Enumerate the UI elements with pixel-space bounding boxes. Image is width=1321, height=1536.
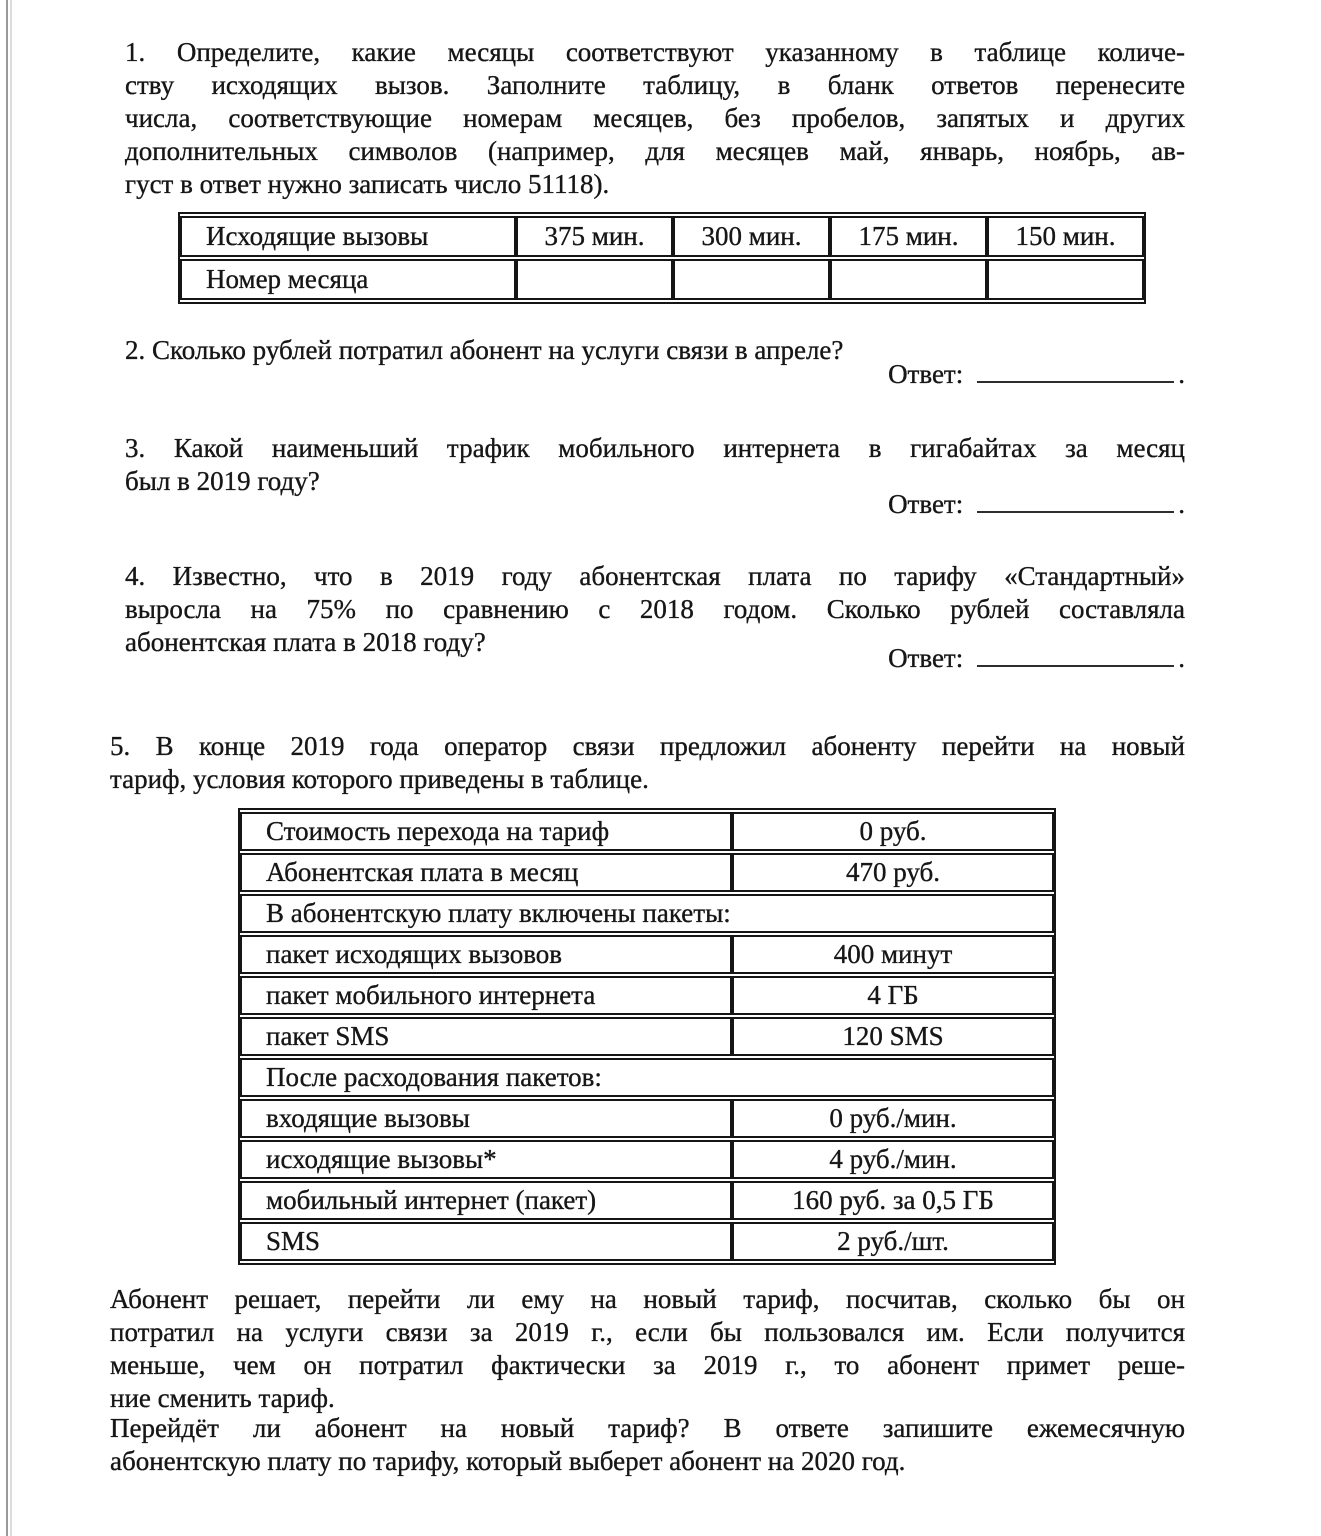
- table-section-cell: В абонентскую плату включены пакеты:: [240, 894, 1054, 933]
- answer-label: Ответ:: [888, 643, 964, 673]
- text-line: 2. Сколько рублей потратил абонент на услуги связи в апреле?: [125, 335, 844, 365]
- answer-period: .: [1178, 489, 1185, 519]
- table-row: [240, 1099, 1054, 1138]
- table-cell: 120 SMS: [732, 1017, 1054, 1056]
- table-section-row: [240, 894, 1054, 933]
- table-cell: 470 руб.: [732, 853, 1054, 892]
- text-line: абонентская плата в 2018 году?: [125, 627, 486, 657]
- table-cell: 300 мин.: [673, 216, 830, 257]
- table-row: [240, 1140, 1054, 1179]
- text-line: Перейдёт ли абонент на новый тариф? В ответе запишите ежемесячную: [110, 1413, 1185, 1443]
- table-cell: пакет SMS: [240, 1017, 732, 1056]
- text-line: 4. Известно, что в 2019 году абонентская плата по тарифу «Стандартный»: [125, 561, 1185, 591]
- table-cell: 375 мин.: [516, 216, 673, 257]
- text-line: потратил на услуги связи за 2019 г., если бы пользовался им. Если получится: [110, 1317, 1185, 1347]
- answer-period: .: [1178, 359, 1185, 389]
- table-cell: 2 руб./шт.: [732, 1222, 1054, 1261]
- table-cell: 175 мин.: [830, 216, 987, 257]
- table-cell: мобильный интернет (пакет): [240, 1181, 732, 1220]
- text-line: абонентскую плату по тарифу, который выберет абонент на 2020 год.: [110, 1446, 906, 1476]
- table-cell: исходящие вызовы*: [240, 1140, 732, 1179]
- text-line: густ в ответ нужно записать число 51118).: [125, 169, 610, 199]
- table-cell: входящие вызовы: [240, 1099, 732, 1138]
- text-line: 3. Какой наименьший трафик мобильного интернета в гигабайтах за месяц: [125, 433, 1185, 463]
- answer-period: .: [1178, 643, 1185, 673]
- table-cell: Исходящие вызовы: [180, 216, 516, 257]
- table-row: [240, 1222, 1054, 1261]
- table-cell: 400 минут: [732, 935, 1054, 974]
- answer-cell-empty: [830, 259, 987, 300]
- text-line: Абонент решает, перейти ли ему на новый тариф, посчитав, сколько бы он: [110, 1284, 1185, 1314]
- table-row: [240, 812, 1054, 851]
- answer-line-q2: [125, 358, 1185, 391]
- page-edge-rule-dark: [6, 0, 8, 1536]
- table-row: [240, 1181, 1054, 1220]
- answer-label: Ответ:: [888, 489, 964, 519]
- text-line: тариф, условия которого приведены в таблице.: [110, 764, 649, 794]
- answer-blank: [977, 491, 1174, 513]
- table-row: [240, 976, 1054, 1015]
- answer-blank: [977, 645, 1174, 667]
- answer-cell-empty: [516, 259, 673, 300]
- table-cell: Стоимость перехода на тариф: [240, 812, 732, 851]
- decision-paragraph: [110, 1283, 1185, 1415]
- text-line: 5. В конце 2019 года оператор связи предложил абоненту перейти на новый: [110, 731, 1185, 761]
- table-cell: 0 руб./мин.: [732, 1099, 1054, 1138]
- tariff-table: [238, 808, 1056, 1265]
- table-cell: 4 руб./мин.: [732, 1140, 1054, 1179]
- table-row: [180, 259, 1144, 300]
- text-line: дополнительных символов (например, для месяцев май, январь, ноябрь, ав-: [125, 136, 1185, 166]
- table-cell: 150 мин.: [987, 216, 1144, 257]
- text-line: ству исходящих вызов. Заполните таблицу, в бланк ответов перенесите: [125, 70, 1185, 100]
- final-question-paragraph: [110, 1412, 1185, 1478]
- answer-cell-empty: [987, 259, 1144, 300]
- answer-line-q4: [125, 642, 1185, 675]
- table-row: [180, 216, 1144, 257]
- table-cell: 4 ГБ: [732, 976, 1054, 1015]
- table-cell: пакет исходящих вызовов: [240, 935, 732, 974]
- text-line: выросла на 75% по сравнению с 2018 годом. Сколько рублей составляла: [125, 594, 1185, 624]
- text-line: ние сменить тариф.: [110, 1383, 335, 1413]
- text-line: меньше, чем он потратил фактически за 2019 г., то абонент примет реше-: [110, 1350, 1185, 1380]
- table-row: [240, 1017, 1054, 1056]
- question-5: [110, 730, 1185, 796]
- table-row: [240, 935, 1054, 974]
- page-edge-rule-light: [10, 0, 12, 1536]
- table-section-row: [240, 1058, 1054, 1097]
- answer-blank: [977, 361, 1174, 383]
- table-cell: 160 руб. за 0,5 ГБ: [732, 1181, 1054, 1220]
- table-cell: пакет мобильного интернета: [240, 976, 732, 1015]
- table-cell: SMS: [240, 1222, 732, 1261]
- table-section-cell: После расходования пакетов:: [240, 1058, 1054, 1097]
- text-line: был в 2019 году?: [125, 466, 320, 496]
- table-row: [240, 853, 1054, 892]
- question-1: [125, 36, 1185, 201]
- answer-cell-empty: [673, 259, 830, 300]
- outgoing-calls-table: [178, 212, 1146, 304]
- answer-label: Ответ:: [888, 359, 964, 389]
- table-cell: Абонентская плата в месяц: [240, 853, 732, 892]
- text-line: 1. Определите, какие месяцы соответствуют указанному в таблице количе-: [125, 37, 1185, 67]
- table-cell: 0 руб.: [732, 812, 1054, 851]
- text-line: числа, соответствующие номерам месяцев, без пробелов, запятых и других: [125, 103, 1185, 133]
- table-cell: Номер месяца: [180, 259, 516, 300]
- answer-line-q3: [125, 488, 1185, 521]
